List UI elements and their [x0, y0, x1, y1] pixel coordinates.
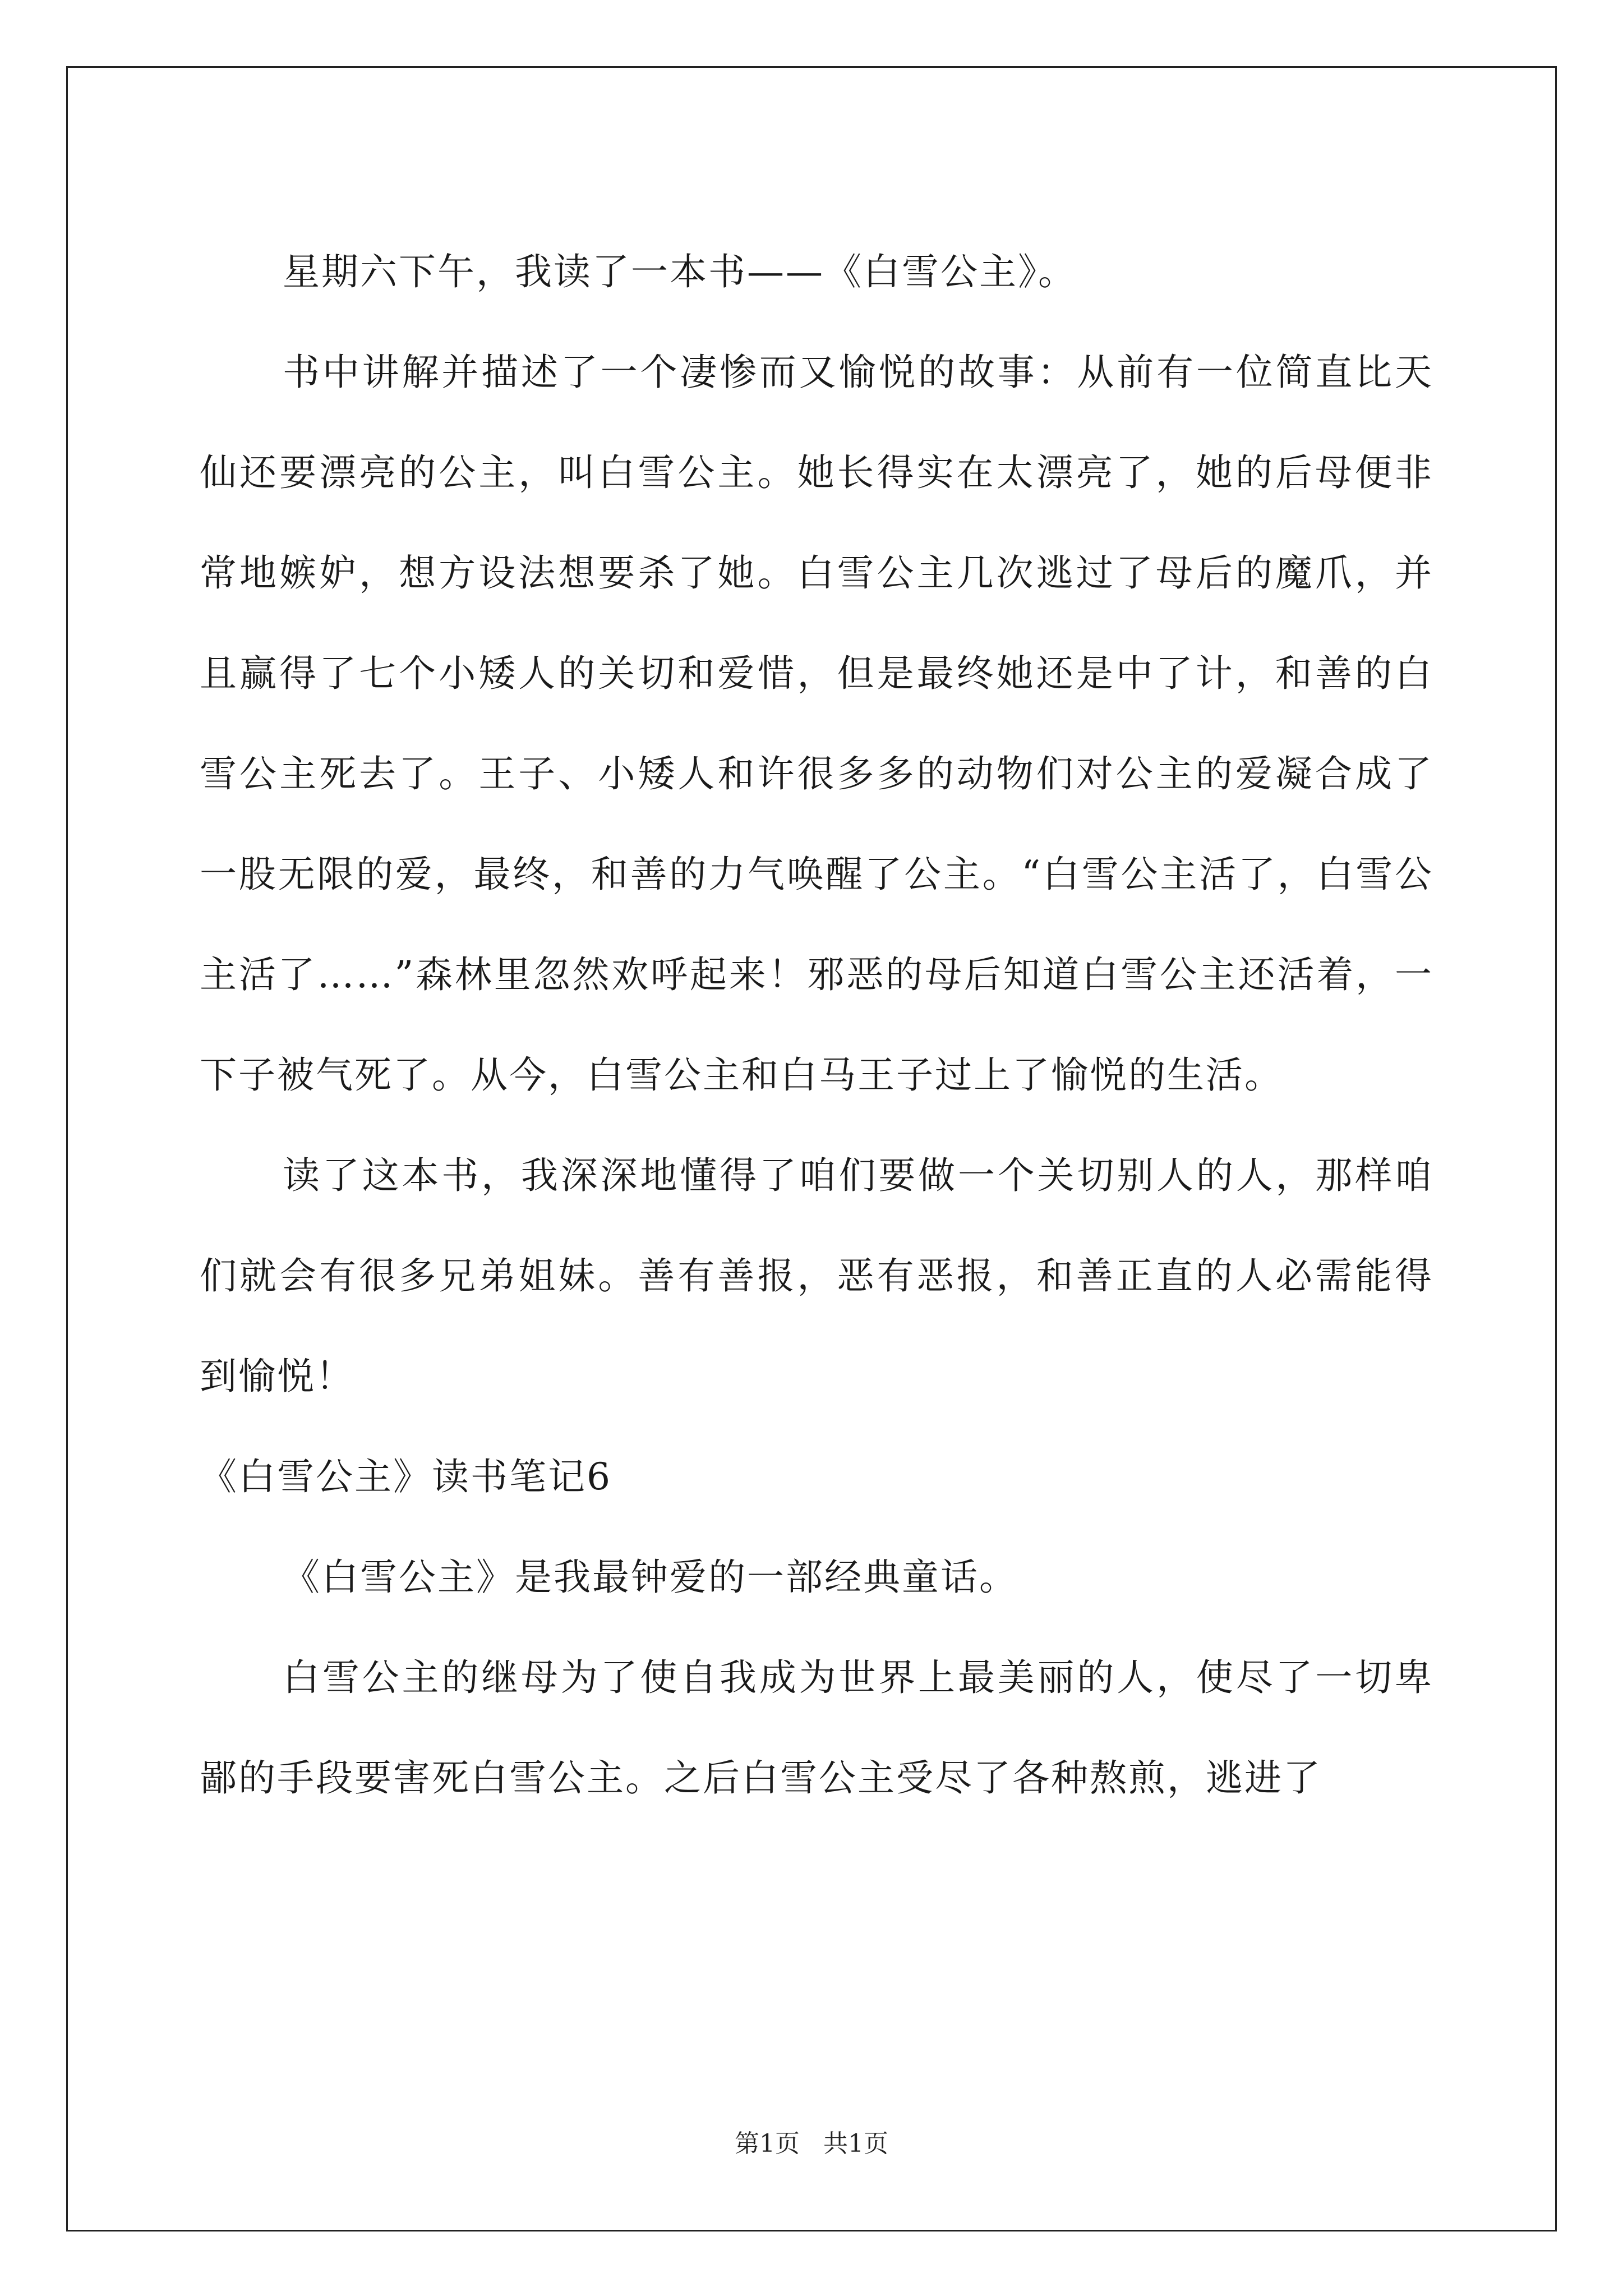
paragraph-story: 书中讲解并描述了一个凄惨而又愉悦的故事：从前有一位简直比天仙还要漂亮的公主，叫白雪公主。她长得实在太漂亮了，她的后母便非常地嫉妒，想方设法想要杀了她。白雪公主几次逃过了母后的魔爪，并且赢得了七个小矮人的关切和爱惜，但是最终她还是中了计，和善的白雪公主死去了。王子、小矮人和许很多多的动物们对公主的爱凝合成了一股无限的爱，最终，和善的力气唤醒了公主。“白雪公主活了，白雪公主活了……”森林里忽然欢呼起来！邪恶的母后知道白雪公主还活着，一下子被气死了。从今，白雪公主和白马王子过上了愉悦的生活。	[200, 351, 1433, 1097]
paragraph-reflection: 读了这本书，我深深地懂得了咱们要做一个关切别人的人，那样咱们就会有很多兄弟姐妹。善有善报，恶有恶报，和善正直的人必需能得到愉悦！	[200, 1154, 1433, 1398]
paragraph-intro: 星期六下午，我读了一本书——《白雪公主》。	[283, 250, 1077, 293]
page-footer	[0, 2127, 1623, 2161]
page-total: 共1页	[823, 2129, 888, 2158]
paragraph-favorite: 《白雪公主》是我最钟爱的一部经典童话。	[283, 1556, 1018, 1599]
paragraph-stepmother: 白雪公主的继母为了使自我成为世界上最美丽的人，使尽了一切卑鄙的手段要害死白雪公主。之后白雪公主受尽了各种熬煎，逃进了	[200, 1656, 1433, 1800]
section-heading: 《白雪公主》读书笔记6	[200, 1455, 612, 1498]
page-number: 第1页	[735, 2129, 800, 2158]
document-body	[200, 222, 1433, 1828]
